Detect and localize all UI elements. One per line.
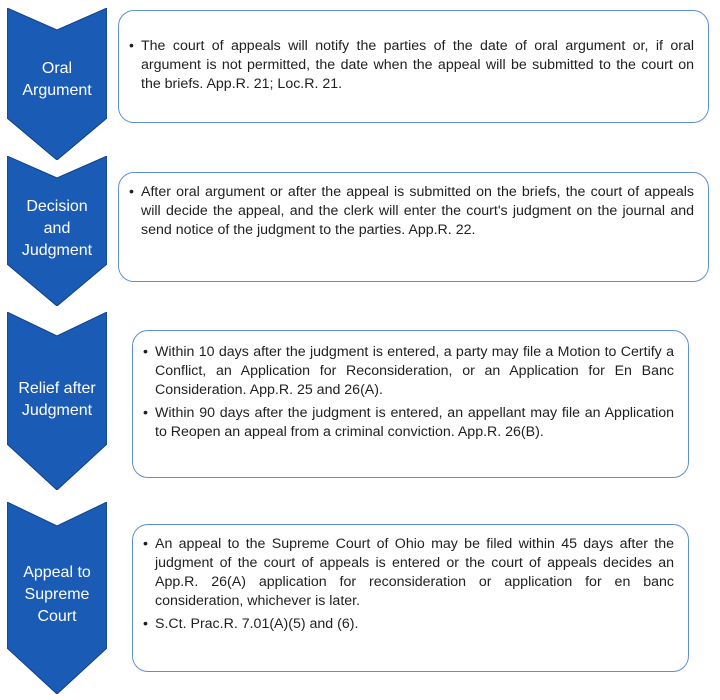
bullet-list [141,37,694,94]
step-label-line: Oral [41,60,73,77]
step-label-line: Relief after [18,380,96,397]
bullet-item: • S.Ct. Prac.R. 7.01(A)(5) and (6). [155,615,674,634]
step-label-line: and [43,220,71,237]
step-label [7,378,107,422]
step-label [7,562,107,628]
step-label-line: Court [37,608,77,625]
step-label-line: Supreme [24,586,90,603]
bullet-list [155,343,674,442]
bullet-item: • Within 10 days after the judgment is entered, a party may file a Motion to Certify a Conflict, an Application for Reconsideration, or an Application for En Banc Consideration. App.R. 25 and 26(A). [155,343,674,400]
bullet-list [141,183,694,240]
step-label-line: Decision [26,198,88,215]
bullet-item: • An appeal to the Supreme Court of Ohio may be filed within 45 days after the judgment of the court of appeals is entered or the court of appeals decides an App.R. 26(A) application for reconsideration or application for en banc consideration, whichever is later. [155,535,674,611]
step-description-box [132,524,689,672]
step-label-line: Judgment [21,402,93,419]
step-chevron-relief-after-judgment [7,312,107,490]
step-description-box [132,330,689,478]
step-label [7,196,107,262]
step-description-box [118,172,709,282]
bullet-item: • After oral argument or after the appeal is submitted on the briefs, the court of appeals will decide the appeal, and the clerk will enter the court's judgment on the journal and send notice of the judgment to the parties. App.R. 22. [141,183,694,240]
bullet-item: • The court of appeals will notify the parties of the date of oral argument or, if oral argument is not permitted, the date when the appeal will be submitted to the court on the briefs. App.R. 21; Loc.R. 21. [141,37,694,94]
bullet-item: • Within 90 days after the judgment is entered, an appellant may file an Application to Reopen an appeal from a criminal conviction. App.R. 26(B). [155,404,674,442]
step-chevron-appeal-to-supreme-court [7,502,107,694]
step-chevron-oral-argument [7,8,107,160]
step-chevron-decision-and-judgment [7,156,107,306]
step-label [7,58,107,102]
step-label-line: Judgment [21,242,93,259]
step-label-line: Appeal to [23,564,91,581]
bullet-list [155,535,674,634]
step-description-box [118,10,709,123]
step-label-line: Argument [22,82,92,99]
